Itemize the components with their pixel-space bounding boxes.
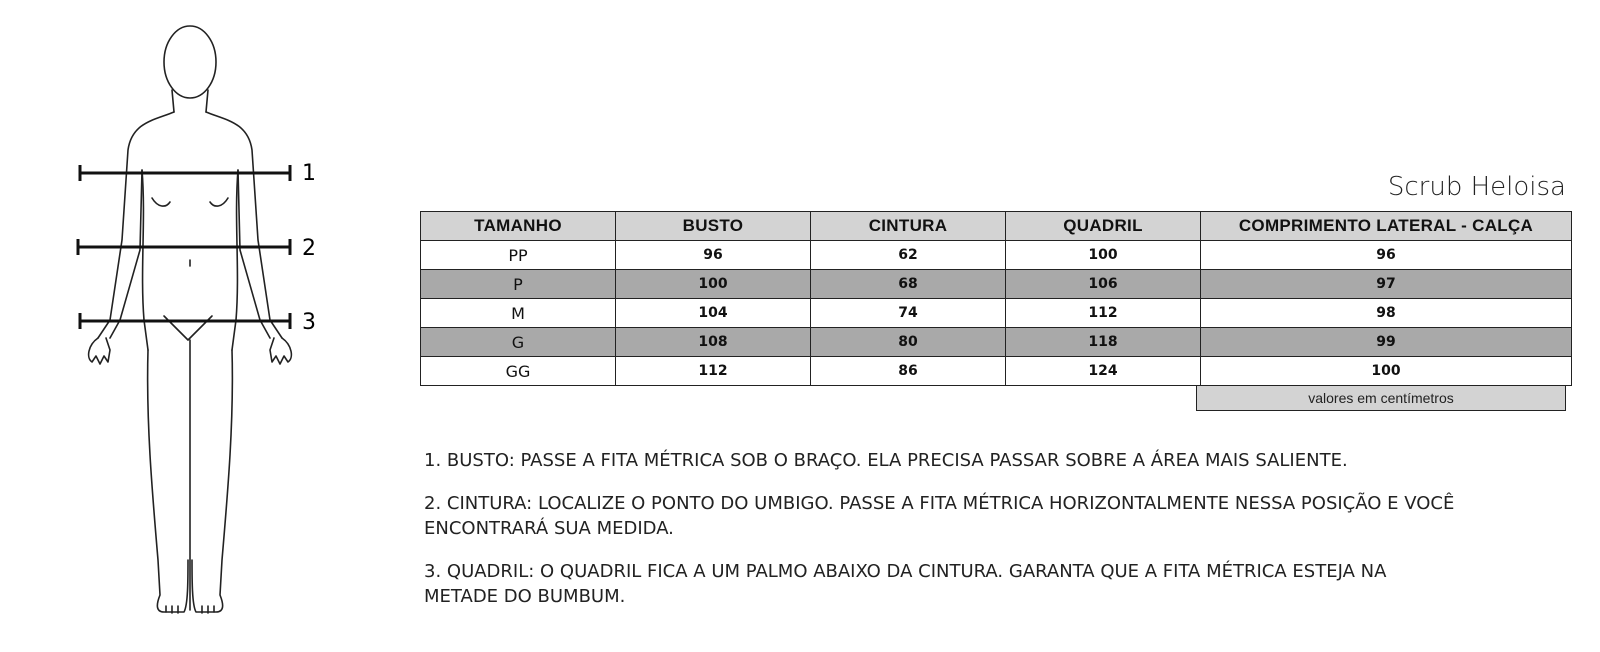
- table-row: [421, 357, 1572, 386]
- header-quadril: QUADRIL: [1006, 212, 1201, 241]
- busto-cell: 112: [616, 357, 811, 386]
- busto-cell: 100: [616, 270, 811, 299]
- table-row: [421, 270, 1572, 299]
- comprimento-cell: 97: [1201, 270, 1572, 299]
- table-row: [421, 328, 1572, 357]
- cintura-cell: 80: [811, 328, 1006, 357]
- busto-cell: 108: [616, 328, 811, 357]
- quadril-cell: 118: [1006, 328, 1201, 357]
- size-cell: P: [421, 270, 616, 299]
- comprimento-cell: 98: [1201, 299, 1572, 328]
- body-measurement-figure: [60, 20, 360, 640]
- measure-mark-3: 3: [302, 310, 316, 335]
- header-comprimento: COMPRIMENTO LATERAL - CALÇA: [1201, 212, 1572, 241]
- busto-cell: 104: [616, 299, 811, 328]
- header-busto: BUSTO: [616, 212, 811, 241]
- header-cintura: CINTURA: [811, 212, 1006, 241]
- product-title: Scrub Heloisa: [1387, 172, 1566, 202]
- cintura-cell: 68: [811, 270, 1006, 299]
- size-cell: PP: [421, 241, 616, 270]
- table-header-row: [421, 212, 1572, 241]
- table-row: [421, 299, 1572, 328]
- instruction-busto: 1. BUSTO: PASSE A FITA MÉTRICA SOB O BRAÇO. ELA PRECISA PASSAR SOBRE A ÁREA MAIS SALIENTE.: [424, 450, 1348, 471]
- quadril-cell: 100: [1006, 241, 1201, 270]
- comprimento-cell: 96: [1201, 241, 1572, 270]
- busto-cell: 96: [616, 241, 811, 270]
- table-row: [421, 241, 1572, 270]
- quadril-cell: 124: [1006, 357, 1201, 386]
- instruction-cintura: 2. CINTURA: LOCALIZE O PONTO DO UMBIGO. PASSE A FITA MÉTRICA HORIZONTALMENTE NESSA POSIÇÃO E VOCÊ ENCONTRARÁ SUA MEDIDA.: [424, 493, 1455, 539]
- header-tamanho: TAMANHO: [421, 212, 616, 241]
- measure-mark-1: 1: [302, 161, 316, 186]
- size-table: [420, 211, 1572, 386]
- instruction-quadril: 3. QUADRIL: O QUADRIL FICA A UM PALMO ABAIXO DA CINTURA. GARANTA QUE A FITA MÉTRICA ESTEJA NA METADE DO BUMBUM.: [424, 561, 1387, 607]
- body-outline-illustration: [60, 20, 360, 640]
- size-cell: M: [421, 299, 616, 328]
- cintura-cell: 86: [811, 357, 1006, 386]
- cintura-cell: 62: [811, 241, 1006, 270]
- quadril-cell: 112: [1006, 299, 1201, 328]
- unit-note: valores em centímetros: [1196, 385, 1566, 411]
- size-cell: G: [421, 328, 616, 357]
- comprimento-cell: 100: [1201, 357, 1572, 386]
- measurement-instructions: [424, 448, 1464, 627]
- cintura-cell: 74: [811, 299, 1006, 328]
- measurement-lines: [78, 165, 290, 329]
- size-cell: GG: [421, 357, 616, 386]
- measure-mark-2: 2: [302, 236, 316, 261]
- comprimento-cell: 99: [1201, 328, 1572, 357]
- quadril-cell: 106: [1006, 270, 1201, 299]
